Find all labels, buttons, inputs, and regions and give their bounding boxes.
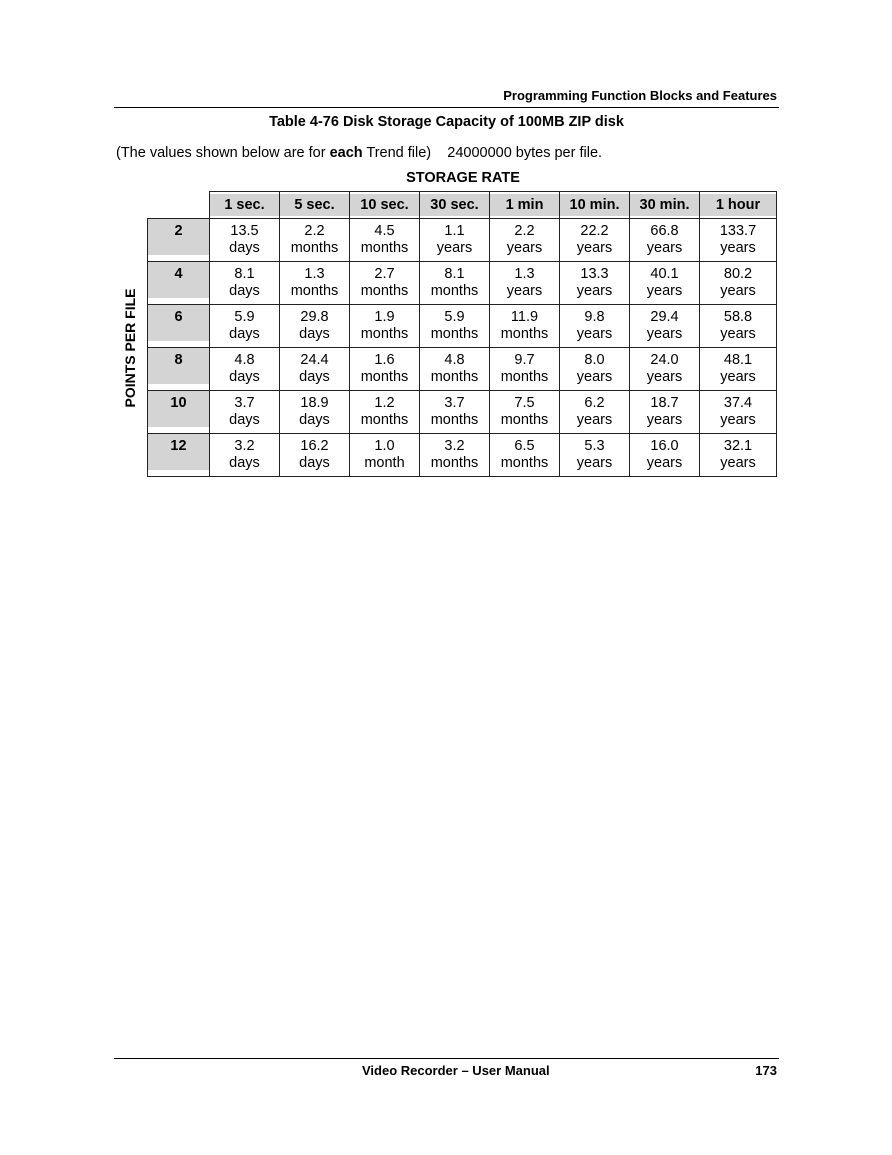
capacity-cell: [490, 391, 560, 434]
table-corner: [148, 192, 210, 219]
capacity-unit: years: [576, 455, 613, 471]
rate-header-label: 5 sec.: [280, 194, 349, 216]
capacity-cell: [700, 434, 777, 477]
capacity-value: 8.0: [584, 352, 605, 368]
capacity-cell: [420, 348, 490, 391]
capacity-cell: [490, 219, 560, 262]
capacity-value: 5.9: [234, 309, 255, 325]
capacity-unit: months: [430, 283, 479, 299]
capacity-value: 6.5: [514, 438, 535, 454]
capacity-cell: [420, 391, 490, 434]
points-cell: [148, 219, 210, 262]
points-cell: [148, 434, 210, 477]
capacity-unit: years: [576, 240, 613, 256]
page-number: 173: [755, 1063, 777, 1078]
capacity-value: 8.1: [444, 266, 465, 282]
capacity-value: 1.2: [374, 395, 395, 411]
capacity-value: 6.2: [584, 395, 605, 411]
capacity-unit: days: [229, 326, 260, 342]
capacity-unit: years: [576, 326, 613, 342]
rate-header-label: 1 min: [490, 194, 559, 216]
capacity-value: 3.7: [444, 395, 465, 411]
capacity-value: 7.5: [514, 395, 535, 411]
rate-header: [700, 192, 777, 219]
capacity-cell: [490, 434, 560, 477]
capacity-unit: years: [720, 326, 756, 342]
capacity-cell: [560, 262, 630, 305]
capacity-cell: [700, 348, 777, 391]
rate-header: [560, 192, 630, 219]
capacity-cell: [350, 305, 420, 348]
capacity-unit: months: [290, 283, 339, 299]
capacity-unit: months: [290, 240, 339, 256]
table-note: [116, 145, 602, 161]
rate-header: [210, 192, 280, 219]
points-value: 2: [148, 219, 209, 255]
points-value: 4: [148, 262, 209, 298]
capacity-unit: months: [500, 412, 549, 428]
capacity-unit: years: [506, 240, 543, 256]
capacity-unit: years: [720, 369, 756, 385]
capacity-value: 3.2: [444, 438, 465, 454]
capacity-value: 29.4: [650, 309, 679, 325]
capacity-value: 22.2: [580, 223, 609, 239]
points-value: 6: [148, 305, 209, 341]
capacity-value: 66.8: [650, 223, 679, 239]
capacity-unit: months: [500, 455, 549, 471]
capacity-value: 2.2: [304, 223, 325, 239]
capacity-value: 18.9: [300, 395, 329, 411]
rate-header: [490, 192, 560, 219]
capacity-unit: years: [646, 240, 683, 256]
capacity-unit: months: [430, 455, 479, 471]
capacity-value: 2.7: [374, 266, 395, 282]
capacity-cell: [350, 262, 420, 305]
capacity-unit: years: [576, 369, 613, 385]
capacity-value: 32.1: [723, 438, 753, 454]
capacity-unit: years: [646, 369, 683, 385]
capacity-cell: [210, 434, 280, 477]
footer-title: Video Recorder – User Manual: [362, 1063, 550, 1078]
capacity-value: 5.3: [584, 438, 605, 454]
footer-rule: [114, 1058, 779, 1059]
capacity-value: 29.8: [300, 309, 329, 325]
capacity-value: 16.0: [650, 438, 679, 454]
capacity-unit: months: [360, 412, 409, 428]
capacity-unit: days: [229, 369, 260, 385]
capacity-unit: days: [229, 412, 260, 428]
capacity-cell: [280, 348, 350, 391]
capacity-value: 3.7: [234, 395, 255, 411]
capacity-value: 37.4: [723, 395, 753, 411]
capacity-unit: days: [299, 455, 330, 471]
capacity-cell: [350, 348, 420, 391]
capacity-unit: years: [720, 412, 756, 428]
capacity-value: 24.0: [650, 352, 679, 368]
capacity-value: 2.2: [514, 223, 535, 239]
table-row: [148, 219, 777, 262]
capacity-value: 1.1: [444, 223, 465, 239]
capacity-unit: months: [360, 369, 409, 385]
capacity-unit: years: [646, 455, 683, 471]
note-prefix: (The values shown below are for: [116, 145, 330, 161]
capacity-unit: months: [430, 412, 479, 428]
capacity-cell: [210, 219, 280, 262]
capacity-cell: [700, 219, 777, 262]
rate-header: [280, 192, 350, 219]
capacity-unit: years: [720, 283, 756, 299]
points-per-file-label: POINTS PER FILE: [122, 288, 138, 408]
note-suffix: Trend file) 24000000 bytes per file.: [362, 145, 603, 161]
rate-header: [630, 192, 700, 219]
capacity-unit: months: [430, 326, 479, 342]
capacity-value: 133.7: [719, 223, 757, 239]
capacity-cell: [560, 219, 630, 262]
storage-rate-heading: STORAGE RATE: [406, 170, 520, 186]
capacity-value: 13.3: [580, 266, 609, 282]
capacity-value: 24.4: [300, 352, 329, 368]
capacity-unit: years: [646, 326, 683, 342]
capacity-cell: [210, 305, 280, 348]
rate-header: [420, 192, 490, 219]
table-body: [148, 219, 777, 477]
table-row: [148, 348, 777, 391]
capacity-value: 9.8: [584, 309, 605, 325]
capacity-cell: [560, 305, 630, 348]
capacity-cell: [700, 262, 777, 305]
points-cell: [148, 348, 210, 391]
capacity-unit: days: [229, 240, 260, 256]
capacity-value: 1.9: [374, 309, 395, 325]
capacity-unit: days: [229, 455, 260, 471]
points-cell: [148, 391, 210, 434]
capacity-value: 80.2: [723, 266, 753, 282]
capacity-unit: years: [506, 283, 543, 299]
capacity-cell: [210, 262, 280, 305]
capacity-cell: [630, 391, 700, 434]
capacity-unit: days: [299, 412, 330, 428]
capacity-cell: [630, 219, 700, 262]
capacity-unit: years: [436, 240, 473, 256]
rate-header-row: [148, 192, 777, 219]
capacity-cell: [350, 434, 420, 477]
capacity-cell: [350, 219, 420, 262]
capacity-cell: [490, 305, 560, 348]
capacity-value: 5.9: [444, 309, 465, 325]
capacity-unit: month: [364, 455, 405, 471]
capacity-value: 3.2: [234, 438, 255, 454]
rate-header-label: 1 sec.: [210, 194, 279, 216]
capacity-unit: months: [430, 369, 479, 385]
capacity-unit: days: [229, 283, 260, 299]
capacity-unit: years: [646, 283, 683, 299]
rate-header-label: 10 min.: [560, 194, 629, 216]
capacity-unit: years: [646, 412, 683, 428]
capacity-cell: [210, 348, 280, 391]
capacity-cell: [210, 391, 280, 434]
points-value: 8: [148, 348, 209, 384]
capacity-cell: [420, 305, 490, 348]
capacity-unit: years: [720, 240, 756, 256]
capacity-value: 1.6: [374, 352, 395, 368]
capacity-cell: [280, 262, 350, 305]
capacity-cell: [420, 262, 490, 305]
capacity-unit: years: [576, 283, 613, 299]
capacity-cell: [420, 219, 490, 262]
table-row: [148, 305, 777, 348]
capacity-value: 16.2: [300, 438, 329, 454]
capacity-cell: [280, 434, 350, 477]
capacity-value: 48.1: [723, 352, 753, 368]
capacity-value: 1.0: [374, 438, 395, 454]
rate-header-label: 30 sec.: [420, 194, 489, 216]
capacity-unit: months: [360, 283, 409, 299]
capacity-cell: [350, 391, 420, 434]
capacity-value: 4.8: [234, 352, 255, 368]
capacity-value: 11.9: [510, 309, 539, 325]
capacity-unit: days: [299, 326, 330, 342]
capacity-cell: [280, 219, 350, 262]
capacity-cell: [560, 391, 630, 434]
capacity-value: 4.8: [444, 352, 465, 368]
capacity-cell: [700, 305, 777, 348]
capacity-cell: [560, 348, 630, 391]
capacity-cell: [560, 434, 630, 477]
points-cell: [148, 305, 210, 348]
capacity-cell: [630, 305, 700, 348]
rate-header: [350, 192, 420, 219]
header-rule: [114, 107, 779, 108]
capacity-value: 1.3: [514, 266, 535, 282]
capacity-unit: months: [500, 369, 549, 385]
capacity-cell: [280, 391, 350, 434]
points-cell: [148, 262, 210, 305]
capacity-unit: years: [576, 412, 613, 428]
table-caption: Table 4-76 Disk Storage Capacity of 100MB ZIP disk: [269, 114, 624, 130]
capacity-value: 9.7: [514, 352, 535, 368]
capacity-unit: years: [720, 455, 756, 471]
running-header: Programming Function Blocks and Features: [503, 88, 777, 103]
rate-header-label: 1 hour: [700, 194, 776, 216]
capacity-unit: months: [500, 326, 549, 342]
rate-header-label: 30 min.: [630, 194, 699, 216]
capacity-cell: [420, 434, 490, 477]
capacity-value: 58.8: [723, 309, 753, 325]
capacity-cell: [700, 391, 777, 434]
points-value: 12: [148, 434, 209, 470]
storage-capacity-table: [147, 191, 777, 477]
table-row: [148, 434, 777, 477]
capacity-value: 4.5: [374, 223, 395, 239]
capacity-cell: [280, 305, 350, 348]
table-row: [148, 262, 777, 305]
rate-header-label: 10 sec.: [350, 194, 419, 216]
points-value: 10: [148, 391, 209, 427]
capacity-unit: days: [299, 369, 330, 385]
capacity-value: 1.3: [304, 266, 325, 282]
table-row: [148, 391, 777, 434]
capacity-value: 40.1: [650, 266, 679, 282]
capacity-cell: [630, 348, 700, 391]
capacity-cell: [630, 262, 700, 305]
capacity-unit: months: [360, 326, 409, 342]
capacity-unit: months: [360, 240, 409, 256]
capacity-value: 8.1: [234, 266, 255, 282]
capacity-cell: [490, 348, 560, 391]
capacity-value: 18.7: [650, 395, 679, 411]
capacity-value: 13.5: [230, 223, 259, 239]
note-emphasis: each: [329, 145, 363, 161]
capacity-cell: [630, 434, 700, 477]
capacity-cell: [490, 262, 560, 305]
